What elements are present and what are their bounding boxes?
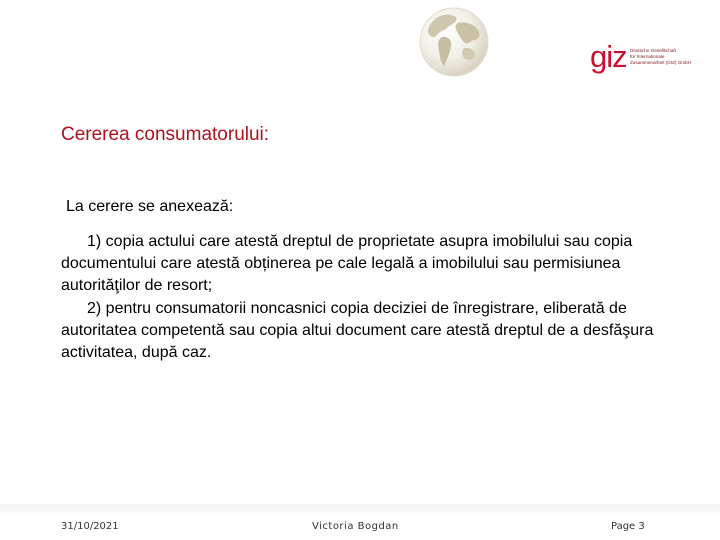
list-item: 2) pentru consumatorii noncasnici copia deciziei de înregistrare, eliberată de autoritatea competentă sau copia altui document care atestă dreptul de a desfăşura activitatea, după caz. <box>61 299 654 362</box>
footer-date: 31/10/2021 <box>61 521 119 532</box>
globe-icon <box>418 6 490 78</box>
slide-intro: La cerere se anexează: <box>66 198 234 215</box>
logo-mark: giz <box>590 39 627 74</box>
slide-title: Cererea consumatorului: <box>61 124 270 145</box>
logo-line: Deutsche Gesellschaft <box>630 48 676 53</box>
footer-divider <box>0 504 720 518</box>
slide-body <box>61 231 681 364</box>
logo-text <box>630 48 702 66</box>
footer-page-number: Page 3 <box>611 521 645 532</box>
footer-author: Victoria Bogdan <box>312 521 399 532</box>
giz-logo <box>590 39 700 78</box>
logo-line: für Internationale <box>630 54 665 59</box>
list-item: 1) copia actului care atestă dreptul de proprietate asupra imobilului sau copia documentului care atestă obținerea pe cale legală a imobilului sau permisiunea autorităţilor de resort; <box>61 233 633 295</box>
logo-line: Zusammenarbeit (GIZ) GmbH <box>630 60 692 65</box>
